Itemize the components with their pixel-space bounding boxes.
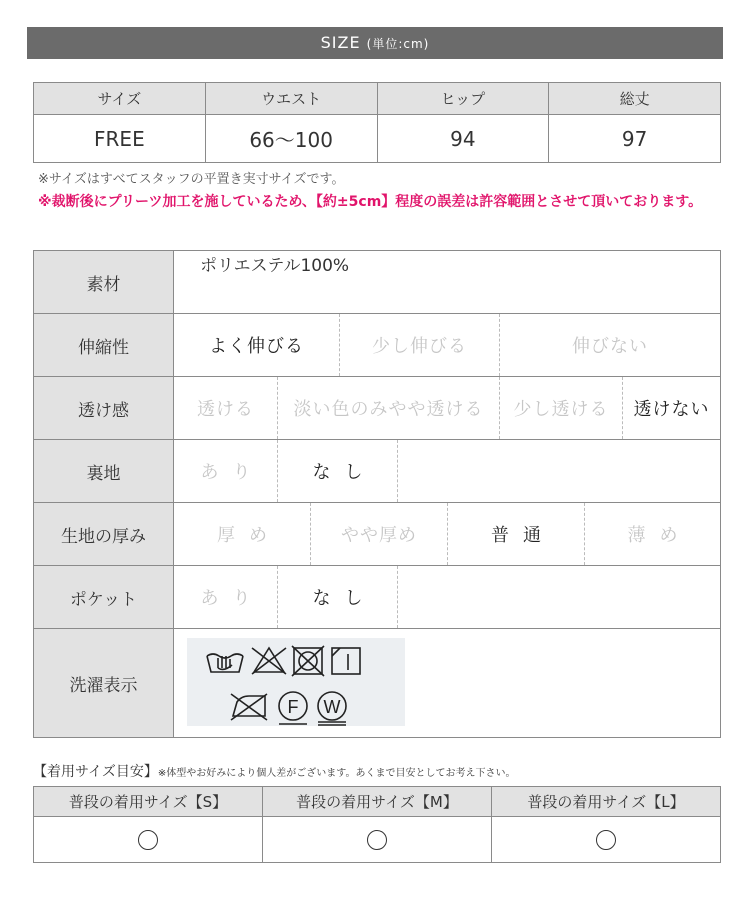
material-value: ポリエステル100%	[200, 256, 350, 276]
attribute-table	[33, 250, 721, 738]
laundry-label: 洗濯表示	[34, 629, 174, 737]
material-row	[34, 251, 720, 314]
size-value: FREE	[34, 115, 206, 163]
stretch-options	[174, 314, 720, 376]
no-bleach-icon	[252, 648, 286, 674]
size-header-waist: ウエスト	[205, 83, 377, 115]
size-header-length: 総丈	[549, 83, 721, 115]
lining-label: 裏地	[34, 440, 174, 502]
thickness-option-normal: 普通	[448, 503, 585, 565]
fit-mark-m	[367, 830, 387, 850]
svg-text:W: W	[323, 697, 341, 717]
sheer-option-slightly: 少し透ける	[500, 377, 623, 439]
fit-note: ※体型やお好みにより個人差がございます。あくまで目安としてお考え下さい。	[157, 768, 516, 779]
lining-option-yes: あり	[174, 440, 278, 502]
material-label: 素材	[34, 251, 174, 313]
fit-mark-l	[596, 830, 616, 850]
fit-header-l: 普段の着用サイズ【L】	[492, 787, 721, 817]
stretch-label: 伸縮性	[34, 314, 174, 376]
sheer-option-light-colors: 淡い色のみやや透ける	[278, 377, 500, 439]
hand-wash-icon	[207, 654, 243, 672]
laundry-row	[34, 629, 720, 737]
sheer-option-sheer: 透ける	[174, 377, 278, 439]
pocket-option-no: なし	[278, 566, 398, 628]
measurement-note: ※サイズはすべてスタッフの平置き実寸サイズです。	[38, 172, 345, 187]
sheer-row	[34, 377, 720, 440]
fit-section-title	[33, 761, 515, 781]
fit-title-text: 【着用サイズ目安】	[33, 764, 158, 780]
stretch-row	[34, 314, 720, 377]
care-label	[187, 638, 405, 726]
thickness-option-thin: 薄め	[627, 525, 692, 546]
sheer-option-not: 透けない	[633, 399, 710, 420]
fit-header-m: 普段の着用サイズ【M】	[263, 787, 492, 817]
fit-cell-m	[263, 817, 492, 863]
pocket-options	[174, 566, 720, 628]
pocket-label: ポケット	[34, 566, 174, 628]
lining-empty	[398, 440, 720, 502]
wet-clean-w-icon	[318, 692, 346, 725]
thickness-label: 生地の厚み	[34, 503, 174, 565]
size-header-size: サイズ	[34, 83, 206, 115]
fit-mark-s	[138, 830, 158, 850]
no-tumble-dry-icon	[292, 646, 324, 676]
fit-cell-l	[492, 817, 721, 863]
hip-value: 94	[377, 115, 549, 163]
lining-row	[34, 440, 720, 503]
length-value: 97	[549, 115, 721, 163]
dry-clean-f-icon	[279, 692, 307, 724]
size-table	[33, 82, 721, 163]
size-unit: (単位:cm)	[366, 37, 430, 51]
lining-options	[174, 440, 720, 502]
thickness-options	[174, 503, 720, 565]
pocket-empty	[398, 566, 720, 628]
thickness-option-slightly-thick: やや厚め	[311, 503, 448, 565]
size-table-row	[34, 115, 721, 163]
lining-option-no: なし	[278, 440, 398, 502]
sheer-options	[174, 377, 720, 439]
stretch-option-some: 少し伸びる	[340, 314, 500, 376]
size-header-hip: ヒップ	[377, 83, 549, 115]
thickness-option-thick: 厚め	[174, 503, 311, 565]
fit-row	[34, 817, 721, 863]
fit-table	[33, 786, 721, 863]
size-title: SIZE	[320, 33, 361, 52]
waist-value: 66〜100	[205, 115, 377, 163]
sheer-label: 透け感	[34, 377, 174, 439]
thickness-row	[34, 503, 720, 566]
pocket-option-yes: あり	[174, 566, 278, 628]
fit-header-s: 普段の着用サイズ【S】	[34, 787, 263, 817]
pocket-row	[34, 566, 720, 629]
line-dry-shade-icon	[332, 648, 360, 674]
stretch-option-none: 伸びない	[572, 336, 648, 357]
size-table-header-row	[34, 83, 721, 115]
stretch-option-high: よく伸びる	[174, 314, 340, 376]
fit-cell-s	[34, 817, 263, 863]
size-section-header	[27, 27, 723, 59]
tolerance-note: ※裁断後にプリーツ加工を施しているため、【約±5cm】程度の誤差は許容範囲とさせて頂いております。	[38, 194, 703, 210]
care-symbols	[187, 638, 405, 726]
no-iron-icon	[231, 694, 267, 720]
fit-header-row	[34, 787, 721, 817]
svg-text:F: F	[287, 697, 299, 717]
laundry-body	[174, 629, 720, 737]
